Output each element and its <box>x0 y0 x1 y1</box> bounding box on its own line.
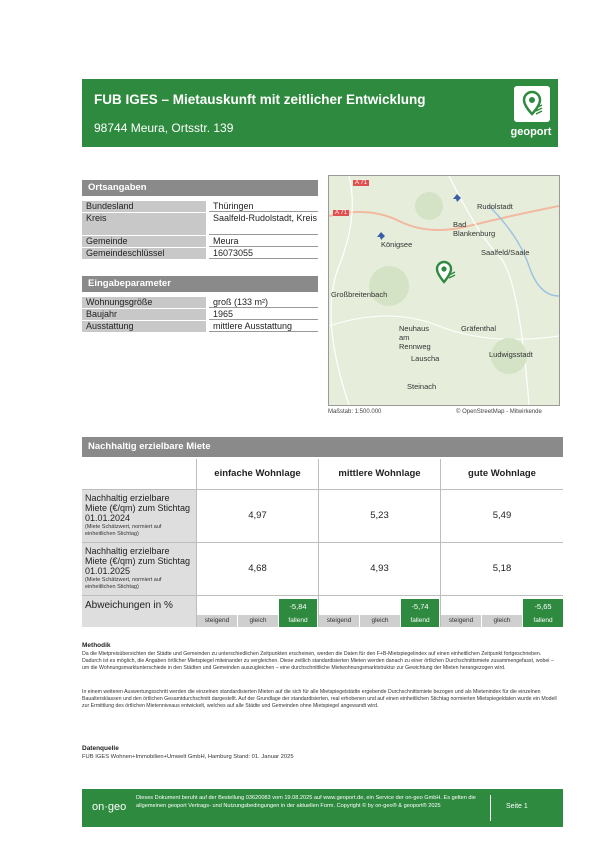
trend-fallend: fallend <box>523 615 563 627</box>
info-row <box>82 309 318 320</box>
row-label-note: (Miete Schätzwert, normiert auf einheitlichen Stichtag) <box>85 577 162 590</box>
info-row <box>82 201 318 212</box>
town-label: Neuhaus am Rennweg <box>399 324 431 351</box>
town-label: Königsee <box>381 240 413 249</box>
footer <box>82 789 563 827</box>
info-row <box>82 248 318 259</box>
town-label: Steinach <box>407 382 437 391</box>
footer-text: Dieses Dokument beruht auf der Bestellung 03620083 vom 19.08.2025 auf www.geoport.de, ein Service der on-geo GmbH. Es gelten die allgemeinen geoport Vertrags- und Nutzungsbedingungen in der aktuellen Form. Copyright © by on-geo® & geoport® 2025 <box>136 795 476 809</box>
info-row <box>82 213 318 235</box>
row-label: Gemeindeschlüssel <box>82 248 206 259</box>
methodik-paragraph: In einem weiteren Auswertungsschritt werden die einzelnen standardisierten Mieten auf die sich für alle Mietspiegelstädte ergebende Durchschnittsmiete bezogen und als Mietenindex für die einzelnen Baualtersklassen und den örtlichen Gesamtdurchschnitt dargestellt. Auf der Grundlage der standardisierten, real erhobenen und auf einen einheitlichen Stichtag normierten Mietspiegeldaten wurde ein Modell zur Ermittlung des örtlichen Mietenniveaus entwickelt, welches auf alle Städte und Gemeinden ohne Mietspiegel angewandt wird. <box>82 689 557 709</box>
rent-heading: Nachhaltig erzielbare Miete <box>82 437 563 457</box>
trend-fallend: fallend <box>279 615 317 627</box>
info-row <box>82 297 318 308</box>
trend-gleich: gleich <box>360 615 400 627</box>
trend-steigend: steigend <box>441 615 481 627</box>
document-title: FUB IGES – Mietauskunft mit zeitlicher Entwicklung <box>94 92 426 107</box>
address: 98744 Meura, Ortsstr. 139 <box>94 121 234 135</box>
row-label: Kreis <box>82 213 206 235</box>
geoport-logo-icon <box>514 86 550 122</box>
rent-table <box>82 437 563 627</box>
town-label: Gräfenthal <box>461 324 497 333</box>
row-value: Saalfeld-Rudolstadt, Kreis <box>209 213 318 235</box>
ongeo-logo-text: on·geo <box>92 801 127 813</box>
location-map <box>328 175 560 406</box>
info-row <box>82 321 318 332</box>
row-value: Thüringen <box>209 201 318 212</box>
town-label: Saalfeld/Saale <box>481 248 530 257</box>
deviation-label: Abweichungen in % <box>82 596 196 627</box>
datenquelle-text: FUB IGES Wohnen+Immobilien+Umwelt GmbH, Hamburg Stand: 01. Januar 2025 <box>82 754 294 760</box>
rent-value: 5,23 <box>319 490 440 542</box>
town-label: Lauscha <box>411 354 440 363</box>
methodik-paragraph: Da die Mietpreisübersichten der Städte und Gemeinden zu unterschiedlichen Zeitpunkten erscheinen, werden die Daten für den F+B-Mietspiegelindex auf einen einheitlichen Zeitpunkt fortgeschrieben. Dadurch ist es möglich, die Angaben örtlicher Mietspiegel miteinander zu vergleichen. Diese zeitlich standardisierten Mieten werden danach zu einer örtlichen Durchschnittsmiete zusammengefasst, wobei – um die Wohnungsmarktunterschiede in den Städten und Gemeinden auszugleichen – eine durchschnittliche Mietwohnungsmarktstruktur zur Gewichtung der Mieten herangezogen wird. <box>82 651 554 671</box>
row-label-text: Nachhaltig erzielbare Miete (€/qm) zum Stichtag 01.01.2024 <box>85 493 191 523</box>
row-label-note: (Miete Schätzwert, normiert auf einheitlichen Stichtag) <box>85 524 162 537</box>
rent-value: 4,68 <box>197 543 318 595</box>
row-value: 16073055 <box>209 248 318 259</box>
map-attribution: © OpenStreetMap - Mitwirkende <box>456 409 542 415</box>
trend-fallend: fallend <box>401 615 439 627</box>
row-label: Ausstattung <box>82 321 206 332</box>
location-pin-icon <box>433 260 459 291</box>
rent-value: 4,97 <box>197 490 318 542</box>
row-label-2024 <box>82 490 196 542</box>
town-label: Bad Blankenburg <box>453 220 496 238</box>
town-label: Ludwigsstadt <box>489 350 533 359</box>
row-label: Gemeinde <box>82 236 206 247</box>
road-label: A 71 <box>335 210 348 216</box>
trend-steigend: steigend <box>197 615 237 627</box>
road-label: A 71 <box>355 180 368 186</box>
page-number: Seite 1 <box>506 803 528 810</box>
trend-gleich: gleich <box>238 615 278 627</box>
trend-gleich: gleich <box>482 615 522 627</box>
row-value: Meura <box>209 236 318 247</box>
eingabeparameter-heading: Eingabeparameter <box>82 276 318 292</box>
deviation-value: -5,74 <box>401 599 439 615</box>
header-banner <box>82 79 558 147</box>
town-label: Rudolstadt <box>477 202 513 211</box>
row-label: Baujahr <box>82 309 206 320</box>
ortsangaben-heading: Ortsangaben <box>82 180 318 196</box>
rent-value: 5,18 <box>441 543 563 595</box>
row-label: Bundesland <box>82 201 206 212</box>
column-header: gute Wohnlage <box>441 459 563 489</box>
rent-value: 5,49 <box>441 490 563 542</box>
column-header: mittlere Wohnlage <box>319 459 440 489</box>
column-header: einfache Wohnlage <box>197 459 318 489</box>
row-label: Wohnungsgröße <box>82 297 206 308</box>
map-scale: Maßstab: 1:500.000 <box>328 409 382 415</box>
row-label-2025 <box>82 543 196 595</box>
rent-value: 4,93 <box>319 543 440 595</box>
row-label-text: Nachhaltig erzielbare Miete (€/qm) zum Stichtag 01.01.2025 <box>85 546 191 576</box>
datenquelle-heading: Datenquelle <box>82 745 119 752</box>
row-value: 1965 <box>209 309 318 320</box>
deviation-value: -5,84 <box>279 599 317 615</box>
deviation-value: -5,65 <box>523 599 563 615</box>
info-row <box>82 236 318 247</box>
geoport-logo-text: geoport <box>510 126 552 138</box>
methodik-heading: Methodik <box>82 642 111 649</box>
row-value: mittlere Ausstattung <box>209 321 318 332</box>
trend-steigend: steigend <box>319 615 359 627</box>
row-value: groß (133 m²) <box>209 297 318 308</box>
town-label: Großbreitenbach <box>331 290 388 299</box>
